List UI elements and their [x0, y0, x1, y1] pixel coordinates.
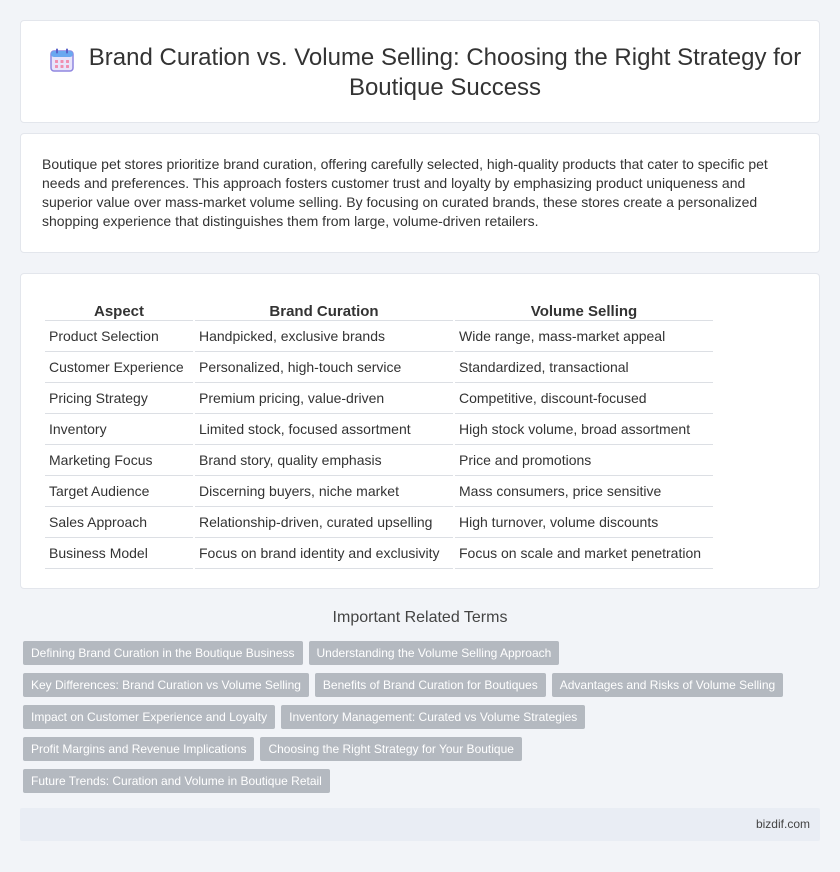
cell-brand-curation: Limited stock, focused assortment [195, 414, 453, 445]
cell-aspect: Target Audience [45, 476, 193, 507]
related-term-tag[interactable]: Defining Brand Curation in the Boutique Business [23, 641, 303, 665]
table-row [45, 352, 713, 383]
cell-aspect: Product Selection [45, 321, 193, 352]
related-term-tag[interactable]: Profit Margins and Revenue Implications [23, 737, 254, 761]
cell-volume-selling: Focus on scale and market penetration [455, 538, 713, 569]
cell-volume-selling: Price and promotions [455, 445, 713, 476]
cell-brand-curation: Discerning buyers, niche market [195, 476, 453, 507]
table-row [45, 414, 713, 445]
cell-aspect: Customer Experience [45, 352, 193, 383]
cell-aspect: Pricing Strategy [45, 383, 193, 414]
cell-brand-curation: Premium pricing, value-driven [195, 383, 453, 414]
cell-volume-selling: Standardized, transactional [455, 352, 713, 383]
cell-aspect: Marketing Focus [45, 445, 193, 476]
calendar-icon [49, 47, 75, 73]
related-term-tag[interactable]: Understanding the Volume Selling Approach [309, 641, 560, 665]
related-term-tag[interactable]: Impact on Customer Experience and Loyalty [23, 705, 275, 729]
table-row [45, 476, 713, 507]
related-term-tag[interactable]: Inventory Management: Curated vs Volume Strategies [281, 705, 585, 729]
comparison-table [43, 295, 715, 569]
cell-aspect: Business Model [45, 538, 193, 569]
cell-volume-selling: High turnover, volume discounts [455, 507, 713, 538]
comparison-card [20, 273, 820, 589]
cell-volume-selling: Wide range, mass-market appeal [455, 321, 713, 352]
table-row [45, 383, 713, 414]
cell-brand-curation: Handpicked, exclusive brands [195, 321, 453, 352]
cell-volume-selling: Competitive, discount-focused [455, 383, 713, 414]
cell-brand-curation: Brand story, quality emphasis [195, 445, 453, 476]
table-header-row [45, 295, 713, 321]
header-card [20, 20, 820, 123]
page-title: Brand Curation vs. Volume Selling: Choosing the Right Strategy for Boutique Success [88, 44, 802, 101]
header-volume-selling: Volume Selling [455, 295, 713, 321]
cell-brand-curation: Personalized, high-touch service [195, 352, 453, 383]
related-term-tag[interactable]: Future Trends: Curation and Volume in Boutique Retail [23, 769, 330, 793]
table-row [45, 445, 713, 476]
header-aspect: Aspect [45, 295, 193, 321]
intro-card [20, 133, 820, 253]
table-row [45, 538, 713, 569]
cell-brand-curation: Focus on brand identity and exclusivity [195, 538, 453, 569]
related-term-tag[interactable]: Key Differences: Brand Curation vs Volume Selling [23, 673, 309, 697]
footer [20, 808, 820, 841]
table-row [45, 507, 713, 538]
cell-brand-curation: Relationship-driven, curated upselling [195, 507, 453, 538]
related-term-tag[interactable]: Advantages and Risks of Volume Selling [552, 673, 783, 697]
table-row [45, 321, 713, 352]
related-terms-list [23, 641, 813, 801]
intro-text: Boutique pet stores prioritize brand curation, offering carefully selected, high-quality products that cater to specific pet needs and preferences. This approach fosters customer trust and loyalty by emphasizing product uniqueness and superior value over mass-market volume selling. By focusing on curated brands, these stores create a personalized shopping experience that distinguishes them from large, volume-driven retailers. [42, 156, 768, 229]
related-term-tag[interactable]: Choosing the Right Strategy for Your Boutique [260, 737, 522, 761]
related-term-tag[interactable]: Benefits of Brand Curation for Boutiques [315, 673, 546, 697]
cell-aspect: Inventory [45, 414, 193, 445]
cell-aspect: Sales Approach [45, 507, 193, 538]
cell-volume-selling: High stock volume, broad assortment [455, 414, 713, 445]
cell-volume-selling: Mass consumers, price sensitive [455, 476, 713, 507]
footer-site-link[interactable]: bizdif.com [755, 817, 810, 831]
header-brand-curation: Brand Curation [195, 295, 453, 321]
related-terms-heading: Important Related Terms [332, 609, 508, 626]
